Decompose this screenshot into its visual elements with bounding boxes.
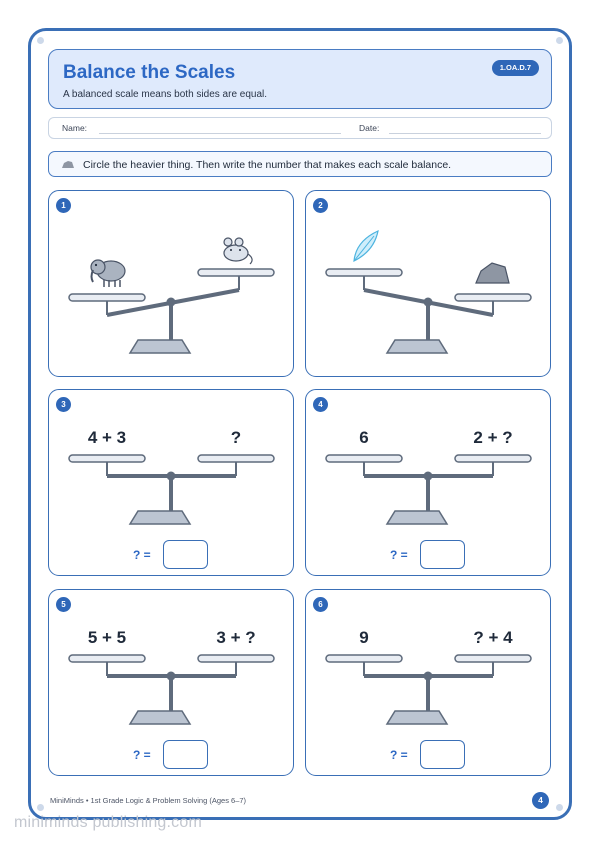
- worksheet-header: [48, 49, 552, 109]
- left-expression: 4 + 3: [87, 428, 127, 447]
- problem-card-6: [305, 589, 551, 776]
- answer-label: ? =: [390, 548, 408, 562]
- name-label: Name:: [62, 123, 88, 133]
- answer-label: ? =: [133, 748, 151, 762]
- instruction-text: Circle the heavier thing. Then write the number that makes each scale balance.: [83, 159, 452, 171]
- problem-number: 3: [56, 397, 71, 412]
- problem-number: 4: [313, 397, 328, 412]
- right-expression: ? + 4: [473, 628, 513, 647]
- corner-dot: [556, 804, 563, 811]
- answer-box[interactable]: [420, 740, 465, 769]
- problem-card-1: [48, 190, 294, 377]
- standard-badge: 1.OA.D.7: [492, 60, 539, 76]
- answer-box[interactable]: [163, 740, 208, 769]
- problem-card-5: [48, 589, 294, 776]
- tilted-scale: [306, 191, 552, 378]
- right-expression: 3 + ?: [216, 628, 256, 647]
- page-title: Balance the Scales: [63, 62, 236, 83]
- mouse-icon: [224, 238, 252, 264]
- answer-box[interactable]: [420, 540, 465, 569]
- problem-number: 1: [56, 198, 71, 213]
- left-expression: 5 + 5: [87, 628, 127, 647]
- problem-number: 2: [313, 198, 328, 213]
- corner-dot: [556, 37, 563, 44]
- date-field[interactable]: [389, 133, 541, 134]
- left-expression: 6: [359, 428, 369, 447]
- answer-box[interactable]: [163, 540, 208, 569]
- date-label: Date:: [359, 123, 380, 133]
- problem-number: 5: [56, 597, 71, 612]
- elephant-icon: [91, 260, 125, 287]
- tilted-scale: [49, 191, 295, 378]
- stone-icon: [61, 160, 75, 169]
- instruction-bar: [48, 151, 552, 177]
- problem-card-2: [305, 190, 551, 377]
- corner-dot: [37, 37, 44, 44]
- corner-dot: [37, 804, 44, 811]
- rock-icon: [476, 263, 509, 283]
- feather-icon: [354, 231, 378, 261]
- page-number: 4: [532, 792, 549, 809]
- left-expression: 9: [359, 628, 369, 647]
- answer-label: ? =: [133, 548, 151, 562]
- right-expression: ?: [230, 428, 242, 447]
- problem-card-3: [48, 389, 294, 576]
- name-field[interactable]: [99, 133, 341, 134]
- page-subtitle: A balanced scale means both sides are equal.: [63, 89, 268, 100]
- name-date-bar: [48, 117, 552, 139]
- problem-card-4: [305, 389, 551, 576]
- right-expression: 2 + ?: [473, 428, 513, 447]
- problem-number: 6: [313, 597, 328, 612]
- answer-label: ? =: [390, 748, 408, 762]
- watermark: miniminds publishing.com: [14, 814, 202, 831]
- footer-text: MiniMinds • 1st Grade Logic & Problem Solving (Ages 6–7): [50, 796, 247, 805]
